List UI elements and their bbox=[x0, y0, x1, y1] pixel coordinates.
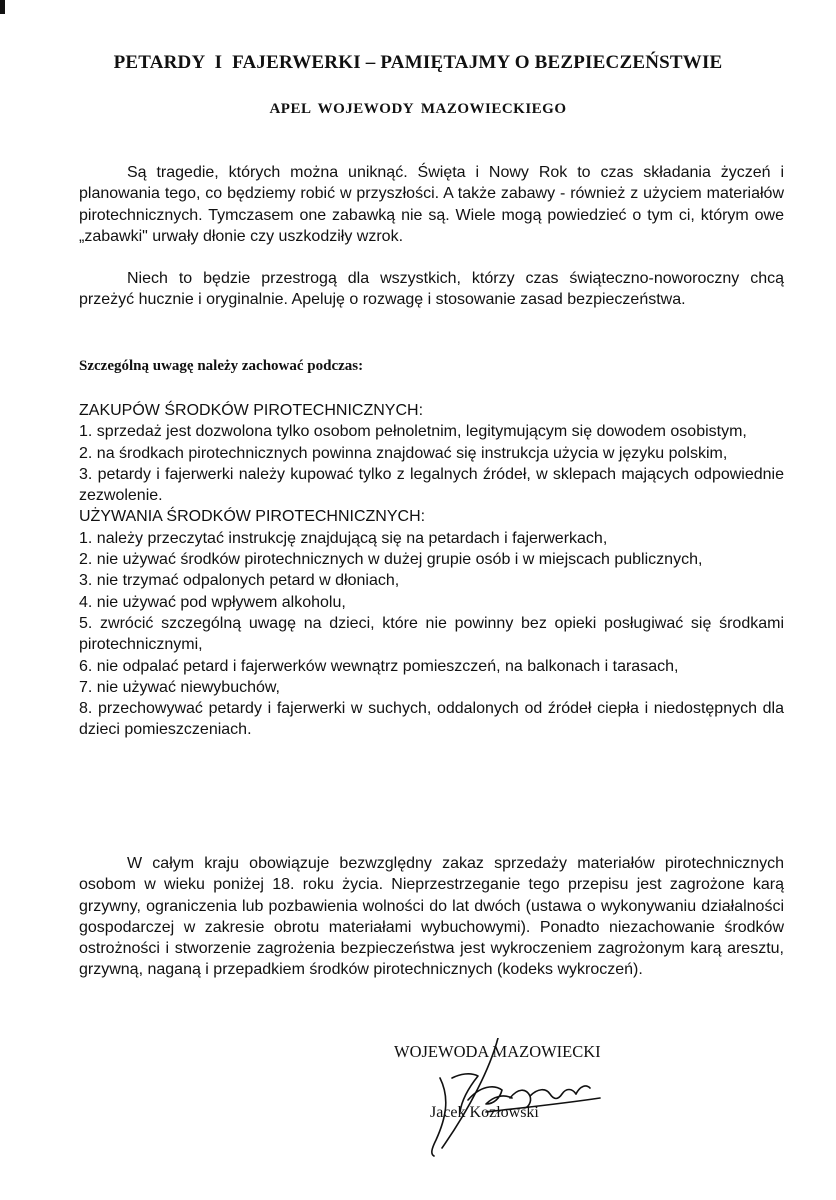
rules-lists bbox=[79, 400, 784, 741]
usage-heading: UŻYWANIA ŚRODKÓW PIROTECHNICZNYCH: bbox=[79, 508, 426, 526]
intro-paragraph-2 bbox=[79, 268, 784, 311]
intro-paragraph-1 bbox=[79, 162, 784, 247]
purchase-heading: ZAKUPÓW ŚRODKÓW PIROTECHNICZNYCH: bbox=[79, 402, 424, 419]
document-title: PETARDY I FAJERWERKI – PAMIĘTAJMY O BEZPIECZEŃSTWIE bbox=[113, 52, 723, 73]
usage-item: 7. nie używać niewybuchów, bbox=[79, 678, 280, 696]
usage-item: 4. nie używać pod wpływem alkoholu, bbox=[79, 593, 346, 611]
purchase-item: 3. petardy i fajerwerki należy kupować tylko z legalnych źródeł, w sklepach mających odpowiednie zezwolenie. bbox=[79, 465, 784, 505]
usage-item: 2. nie używać środków pirotechnicznych w dużej grupie osób i w miejscach publicznych, bbox=[79, 551, 703, 569]
handwritten-signature bbox=[390, 1038, 650, 1158]
signature-office: WOJEWODA MAZOWIECKI bbox=[394, 1042, 601, 1061]
usage-item: 6. nie odpalać petard i fajerwerków wewnątrz pomieszczeń, na balkonach i tarasach, bbox=[79, 657, 679, 675]
usage-item: 3. nie trzymać odpalonych petard w dłoniach, bbox=[79, 572, 400, 590]
signature-block bbox=[390, 1038, 650, 1158]
usage-item: 1. należy przeczytać instrukcję znajdującą się na petardach i fajerwerkach, bbox=[79, 529, 608, 547]
document-subtitle: APEL WOJEWODY MAZOWIECKIEGO bbox=[269, 101, 567, 117]
usage-item: 8. przechowywać petardy i fajerwerki w suchych, oddalonych od źródeł ciepła i niedostępnych dla dzieci pomieszczeniach. bbox=[79, 700, 784, 739]
attention-heading: Szczególną uwagę należy zachować podczas: bbox=[79, 358, 364, 374]
closing-paragraph bbox=[79, 853, 784, 981]
paragraph-text: W całym kraju obowiązuje bezwzględny zakaz sprzedaży materiałów pirotechnicznych osobom w wieku poniżej 18. roku życia. Nieprzestrzeganie tego przepisu jest zagrożone karą grzywny, ograniczenia lub pozbawienia wolności do lat dwóch (ustawa o wykonywaniu działalności gospodarczej w zakresie obrotu materiałami wybuchowymi). Ponadto niezachowanie środków ostrożności i stworzenie zagrożenia bezpieczeństwa jest wykroczeniem zagrożonym karą aresztu, grzywną, naganą i przepadkiem środków pirotechnicznych (kodeks wykroczeń). bbox=[79, 855, 784, 979]
purchase-item: 2. na środkach pirotechnicznych powinna znajdować się instrukcja użycia w języku polskim, bbox=[79, 444, 728, 462]
scan-edge-mark bbox=[0, 0, 5, 14]
paragraph-text: Są tragedie, których można uniknąć. Święta i Nowy Rok to czas składania życzeń i planowania tego, co będziemy robić w przyszłości. A także zabawy - również z użyciem materiałów pirotechnicznych. Tymczasem one zabawką nie są. Wiele mogą powiedzieć o tym ci, którym owe „zabawki" urwały dłonie czy uszkodziły wzrok. bbox=[79, 164, 784, 245]
purchase-item: 1. sprzedaż jest dozwolona tylko osobom pełnoletnim, legitymującym się dowodem osobistym, bbox=[79, 423, 747, 441]
signature-name: Jacek Kozłowski bbox=[430, 1104, 539, 1121]
usage-item: 5. zwrócić szczególną uwagę na dzieci, które nie powinny bez opieki posługiwać się środkami pirotechnicznymi, bbox=[79, 614, 784, 654]
paragraph-text: Niech to będzie przestrogą dla wszystkich, którzy czas świąteczno-noworoczny chcą przeżyć hucznie i oryginalnie. Apeluję o rozwagę i stosowanie zasad bezpieczeństwa. bbox=[79, 270, 784, 309]
